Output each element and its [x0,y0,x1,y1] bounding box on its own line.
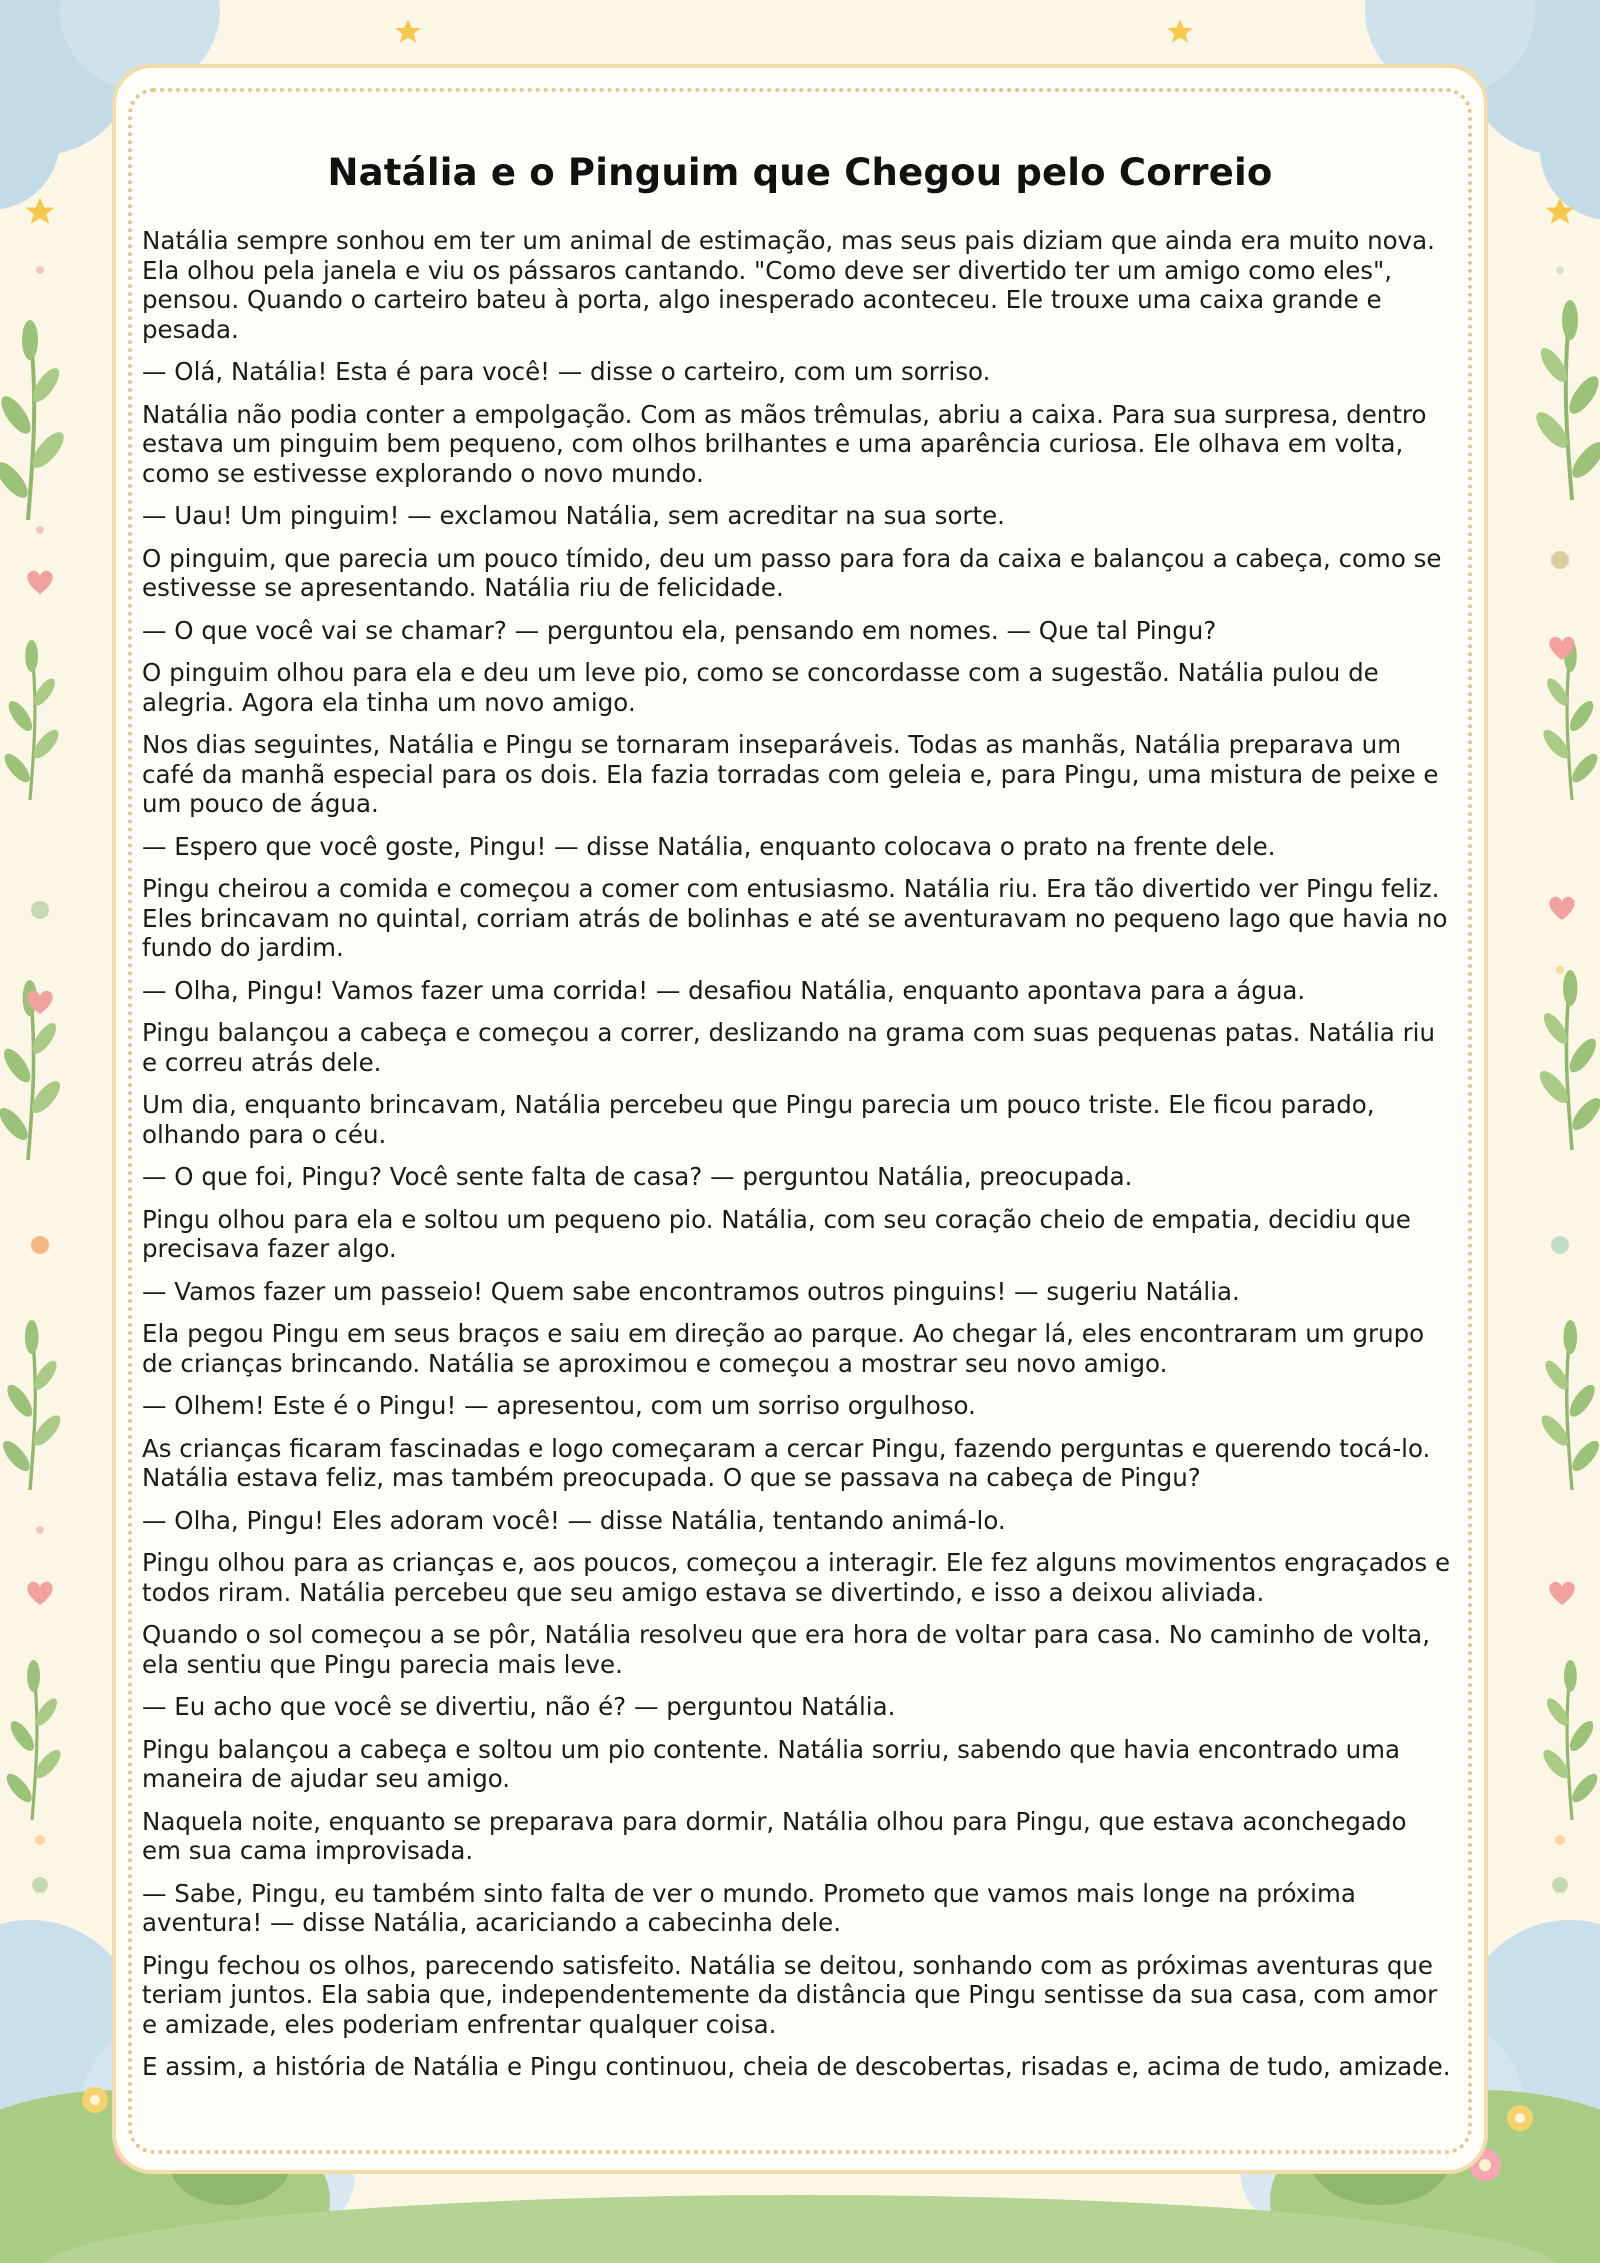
paragraph: — Olha, Pingu! Eles adoram você! — disse Natália, tentando animá-lo. [142,1505,1006,1535]
paragraph: Pingu olhou para as crianças e, aos poucos, começou a interagir. Ele fez alguns movimentos engraçados e todos riram. Natália percebeu que seu amigo estava se divertindo, e isso a deixou aliviada. [142,1548,1451,1607]
paragraph: Pingu olhou para ela e soltou um pequeno pio. Natália, com seu coração cheio de empatia, decidiu que precisava fazer algo. [142,1204,1411,1263]
paragraph: Pingu cheirou a comida e começou a comer com entusiasmo. Natália riu. Era tão divertido ver Pingu feliz. Eles brincavam no quintal, corriam atrás de bolinhas e até se aventuravam no pequeno lago que havia no fundo do jardim. [142,874,1448,962]
paragraph: Pingu balançou a cabeça e soltou um pio contente. Natália sorriu, sabendo que havia encontrado uma maneira de ajudar seu amigo. [142,1734,1401,1793]
paragraph: Natália sempre sonhou em ter um animal de estimação, mas seus pais diziam que ainda era muito nova. Ela olhou pela janela e viu os pássaros cantando. "Como deve ser divertido ter um amigo como eles", pensou. Quando o carteiro bateu à porta, algo inesperado aconteceu. Ele trouxe uma caixa grande e pesada. [142,226,1435,344]
paragraph: — Vamos fazer um passeio! Quem sabe encontramos outros pinguins! — sugeriu Natália. [142,1276,1240,1306]
paragraph: — O que foi, Pingu? Você sente falta de casa? — perguntou Natália, preocupada. [142,1162,1133,1191]
paragraph: Pingu fechou os olhos, parecendo satisfeito. Natália se deitou, sonhando com as próximas aventuras que teriam juntos. Ela sabia que, independentemente da distância que Pingu sentisse da sua casa, com amor e amizade, eles poderiam enfrentar qualquer coisa. [142,1950,1438,2039]
paragraph: As crianças ficaram fascinadas e logo começaram a cercar Pingu, fazendo perguntas e querendo tocá-lo. Natália estava feliz, mas também preocupada. O que se passava na cabeça de Pingu? [142,1433,1431,1492]
paragraph: — O que você vai se chamar? — perguntou ela, pensando em nomes. — Que tal Pingu? [142,615,1217,645]
paragraph: O pinguim, que parecia um pouco tímido, deu um passo para fora da caixa e balançou a cabeça, como se estivesse se apresentando. Natália riu de felicidade. [142,543,1442,602]
paragraph: Ela pegou Pingu em seus braços e saiu em direção ao parque. Ao chegar lá, eles encontraram um grupo de crianças brincando. Natália se aproximou e começou a mostrar seu novo amigo. [142,1319,1425,1378]
paragraph: O pinguim olhou para ela e deu um leve pio, como se concordasse com a sugestão. Natália pulou de alegria. Agora ela tinha um novo amigo. [142,658,1379,717]
paragraph: Pingu balançou a cabeça e começou a correr, deslizando na grama com suas pequenas patas. Natália riu e correu atrás dele. [142,1018,1436,1077]
paragraph: — Uau! Um pinguim! — exclamou Natália, sem acreditar na sua sorte. [142,501,1005,530]
paragraph: Naquela noite, enquanto se preparava para dormir, Natália olhou para Pingu, que estava aconchegado em sua cama improvisada. [142,1806,1407,1865]
paragraph: Nos dias seguintes, Natália e Pingu se tornaram inseparáveis. Todas as manhãs, Natália preparava um café da manhã especial para os dois. Ela fazia torradas com geleia e, para Pingu, uma mistura de peixe e um pouco de água. [142,730,1439,818]
paragraph: Quando o sol começou a se pôr, Natália resolveu que era hora de voltar para casa. No caminho de volta, ela sentiu que Pingu parecia mais leve. [142,1620,1430,1679]
paragraph: E assim, a história de Natália e Pingu continuou, cheia de descobertas, risadas e, acima de tudo, amizade. [142,2052,1451,2081]
paragraph: — Olha, Pingu! Vamos fazer uma corrida! — desafiou Natália, enquanto apontava para a água. [142,975,1306,1005]
paragraph: — Espero que você goste, Pingu! — disse Natália, enquanto colocava o prato na frente dele. [142,831,1276,861]
story-title: Natália e o Pinguim que Chegou pelo Correio [327,150,1273,194]
paragraph: — Olhem! Este é o Pingu! — apresentou, com um sorriso orgulhoso. [142,1391,976,1420]
paragraph: — Eu acho que você se divertiu, não é? — perguntou Natália. [142,1692,896,1721]
story-body [142,226,1452,2095]
paragraph: — Sabe, Pingu, eu também sinto falta de ver o mundo. Prometo que vamos mais longe na próxima aventura! — disse Natália, acariciando a cabecinha dele. [142,1878,1356,1937]
paragraph: — Olá, Natália! Esta é para você! — disse o carteiro, com um sorriso. [142,357,991,386]
paragraph: Natália não podia conter a empolgação. Com as mãos trêmulas, abriu a caixa. Para sua surpresa, dentro estava um pinguim bem pequeno, com olhos brilhantes e uma aparência curiosa. Ele olhava em volta, como se estivesse explorando o novo mundo. [142,399,1427,488]
paragraph: Um dia, enquanto brincavam, Natália percebeu que Pingu parecia um pouco triste. Ele ficou parado, olhando para o céu. [142,1090,1375,1149]
